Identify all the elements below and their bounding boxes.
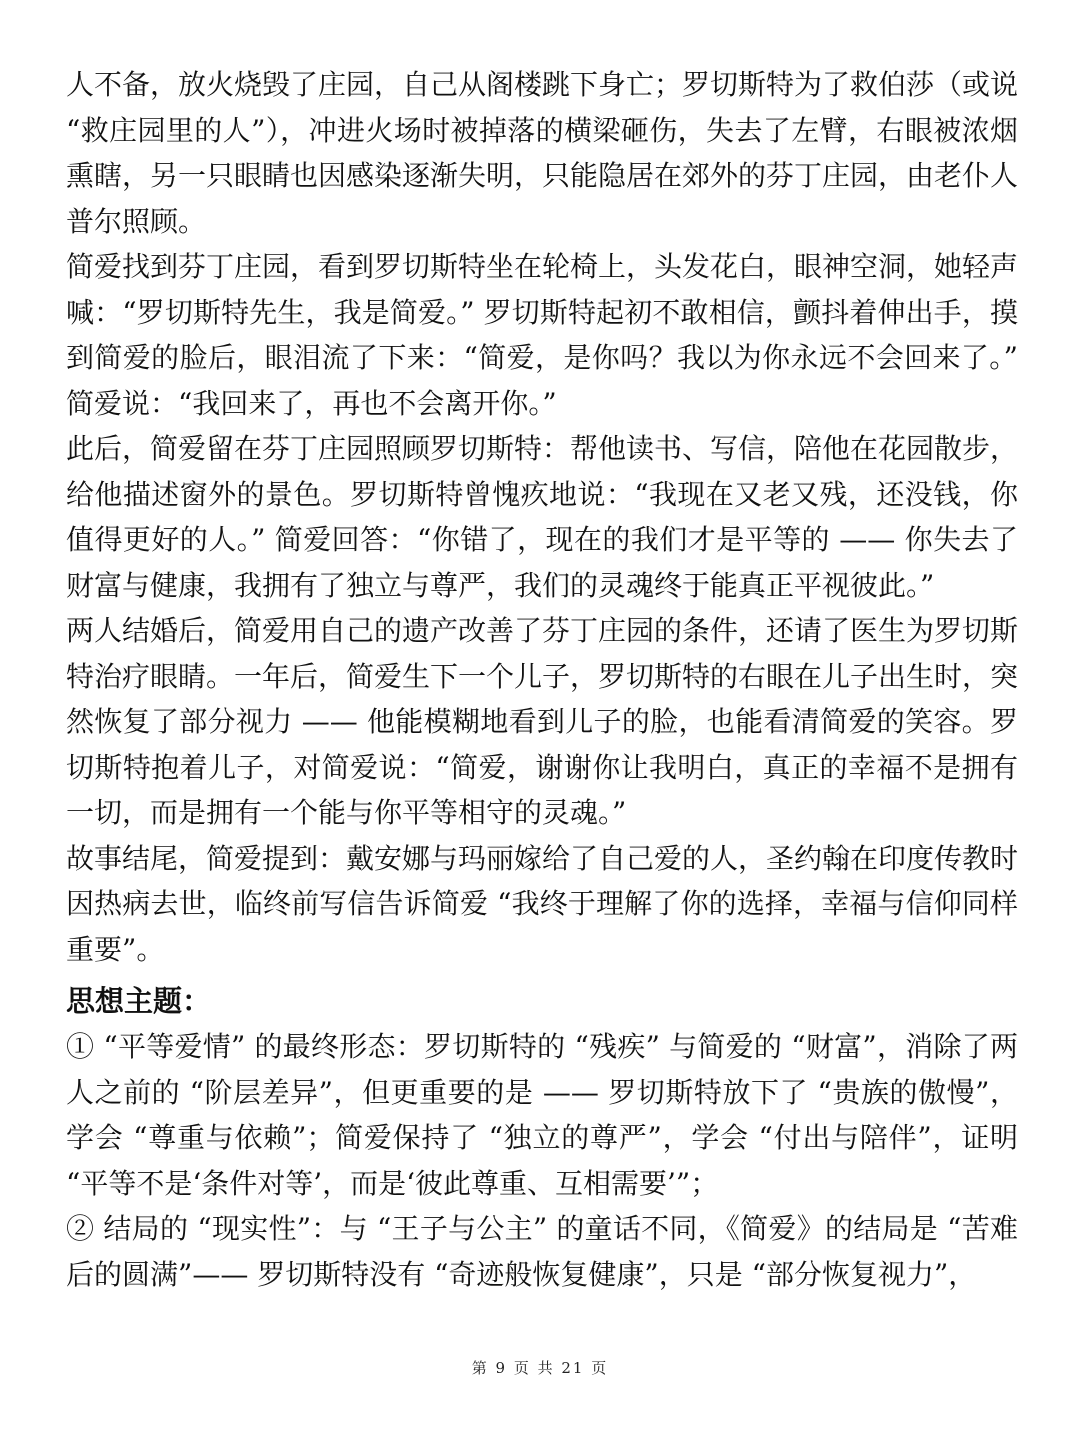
paragraph-ending: 故事结尾，简爱提到：戴安娜与玛丽嫁给了自己爱的人，圣约翰在印度传教时因热病去世，临终前写信告诉简爱 “我终于理解了你的选择，幸福与信仰同样重要”。 bbox=[66, 841, 1019, 966]
paragraph-marriage: 两人结婚后，简爱用自己的遗产改善了芬丁庄园的条件，还请了医生为罗切斯特治疗眼睛。一年后，简爱生下一个儿子，罗切斯特的右眼在儿子出生时，突然恢复了部分视力 —— 他能模糊地看到儿子的脸，也能看清简爱的笑容。罗切斯特抱着儿子，对简爱说：“简爱，谢谢你让我明白，真正的幸福不是拥有一切，而是拥有一个能与你平等相守的灵魂。” bbox=[66, 614, 1019, 829]
theme-point-1: ① “平等爱情” 的最终形态：罗切斯特的 “残疾” 与简爱的 “财富”，消除了两人之前的 “阶层差异”，但更重要的是 —— 罗切斯特放下了 “贵族的傲慢”，学会 “尊重与依赖”；简爱保持了 “独立的尊严”，学会 “付出与陪伴”，证明 “平等不是‘条件对等’，而是‘彼此尊重、互相需要’”； bbox=[66, 1030, 1027, 1200]
section-heading-theme: 思想主题： bbox=[66, 984, 212, 1018]
paragraph-fire-aftermath: 人不备，放火烧毁了庄园，自己从阁楼跳下身亡；罗切斯特为了救伯莎（或说 “救庄园里的人”），冲进火场时被掉落的横梁砸伤，失去了左臂，右眼被浓烟熏瞎，另一只眼睛也因感染逐渐失明，只能隐居在郊外的芬丁庄园，由老仆人普尔照顾。 bbox=[66, 68, 1027, 238]
page-number-footer: 第 9 页 共 21 页 bbox=[471, 1359, 609, 1377]
paragraph-caring: 此后，简爱留在芬丁庄园照顾罗切斯特：帮他读书、写信，陪他在花园散步，给他描述窗外的景色。罗切斯特曾愧疚地说：“我现在又老又残，还没钱，你值得更好的人。” 简爱回答：“你错了，现在的我们才是平等的 —— 你失去了财富与健康，我拥有了独立与尊严，我们的灵魂终于能真正平视彼此。” bbox=[66, 432, 1019, 602]
paragraph-reunion: 简爱找到芬丁庄园，看到罗切斯特坐在轮椅上，头发花白，眼神空洞，她轻声喊：“罗切斯特先生，我是简爱。” 罗切斯特起初不敢相信，颤抖着伸出手，摸到简爱的脸后，眼泪流了下来：“简爱，是你吗？我以为你永远不会回来了。” 简爱说：“我回来了，再也不会离开你。” bbox=[66, 250, 1027, 420]
theme-point-2: ② 结局的 “现实性”：与 “王子与公主” 的童话不同，《简爱》的结局是 “苦难后的圆满”—— 罗切斯特没有 “奇迹般恢复健康”，只是 “部分恢复视力”， bbox=[66, 1212, 1018, 1291]
document-body bbox=[66, 62, 1027, 1297]
